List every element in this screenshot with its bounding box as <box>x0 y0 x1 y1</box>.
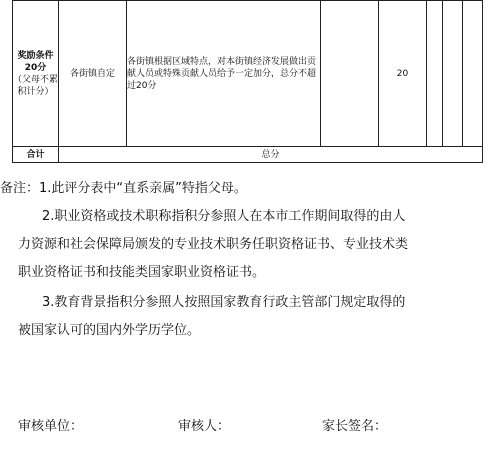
total-score-cell: 总分 <box>59 147 483 163</box>
note-3-line-2: 被国家认可的国内外学历学位。 <box>18 323 201 338</box>
reward-category-label: 奖励条件20分 <box>17 50 54 73</box>
note-2-line-3: 职业资格证书和技能类国家职业资格证书。 <box>18 265 266 280</box>
parent-signature-label: 家长签名： <box>322 419 388 434</box>
reward-score-cell: 20 <box>379 1 427 147</box>
empty-cell <box>321 1 379 147</box>
reward-category-cell <box>13 1 59 147</box>
review-unit-label: 审核单位： <box>18 419 84 434</box>
reward-category-note: （父母不累积计分） <box>13 74 59 97</box>
empty-cell <box>443 1 463 147</box>
note-1-text: 1.此评分表中“直系亲属”特指父母。 <box>39 181 247 196</box>
reward-department-cell: 各街镇自定 <box>59 1 127 147</box>
score-table <box>12 0 483 163</box>
note-3-line-1: 3.教育背景指积分参照人按照国家教育行政主管部门规定取得的 <box>42 295 406 310</box>
note-prefix: 备注： <box>0 181 40 196</box>
total-label-cell: 合计 <box>13 147 59 163</box>
empty-cell <box>427 1 443 147</box>
reward-description-cell: 各街镇根据区域特点，对本街镇经济发展做出贡献人员或特殊贡献人员给予一定加分，总分不超过20分 <box>127 1 321 147</box>
reward-row <box>13 1 483 147</box>
total-row <box>13 147 483 163</box>
empty-cell <box>463 1 483 147</box>
note-2-line-2: 力资源和社会保障局颁发的专业技术职务任职资格证书、专业技术类 <box>18 237 409 252</box>
note-1 <box>0 176 247 202</box>
note-2-line-1: 2.职业资格或技术职称指积分参照人在本市工作期间取得的由人 <box>42 209 406 224</box>
reviewer-label: 审核人： <box>178 419 231 434</box>
